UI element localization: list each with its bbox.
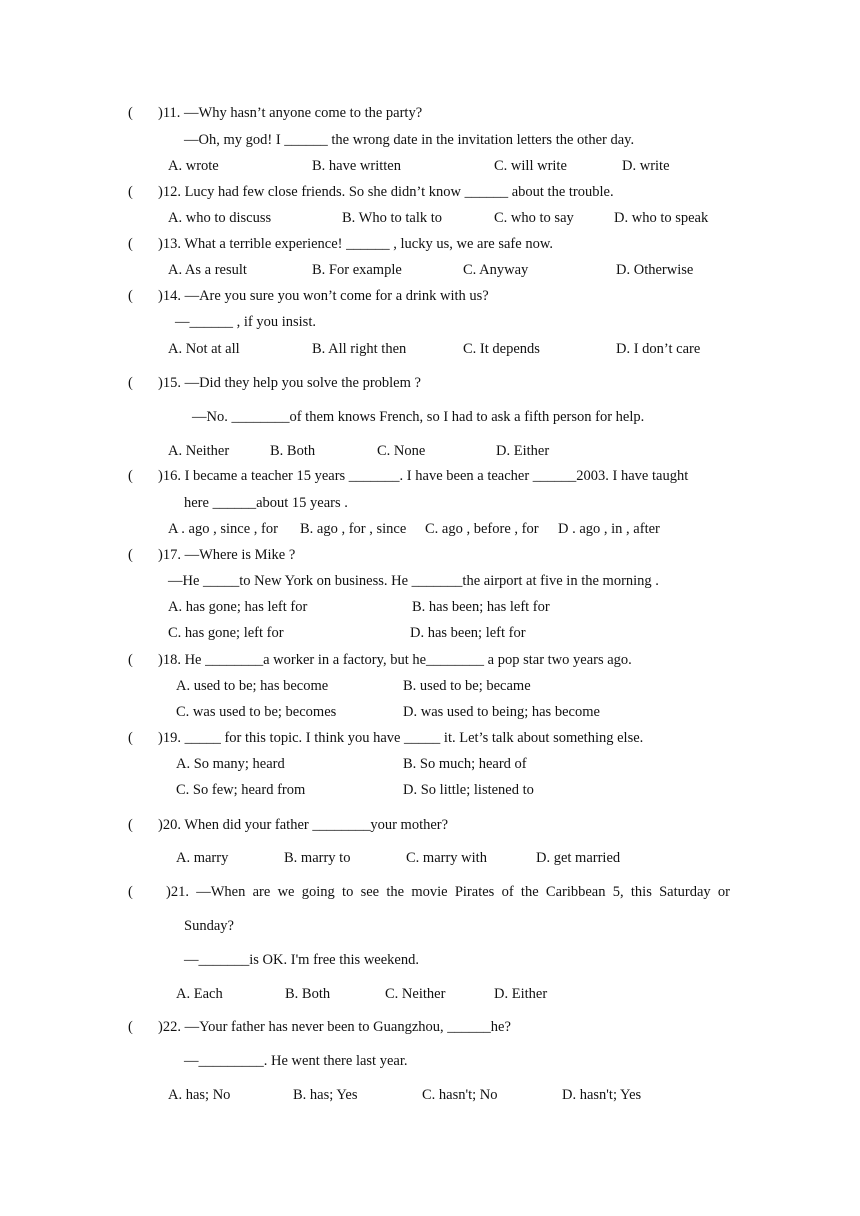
option-a: A. marry: [176, 850, 229, 866]
answer-paren: (: [128, 1019, 133, 1035]
option-c: C. marry with: [406, 850, 487, 866]
answer-paren: (: [128, 547, 133, 563]
option-b: B. has; Yes: [293, 1087, 358, 1103]
option-a: A. Neither: [168, 443, 230, 459]
option-b: B. have written: [312, 158, 401, 174]
question-stem: )18. He ________a worker in a factory, but he________ a pop star two years ago.: [158, 652, 632, 668]
answer-paren: (: [128, 468, 133, 484]
option-d: D. was used to being; has become: [403, 704, 600, 720]
answer-paren: (: [128, 105, 133, 121]
option-b: B. used to be; became: [403, 678, 531, 694]
answer-paren: (: [128, 884, 133, 900]
option-d: D. hasn't; Yes: [562, 1087, 642, 1103]
question-line: —No. ________of them knows French, so I had to ask a fifth person for help.: [192, 409, 645, 425]
question-stem: )22. —Your father has never been to Guangzhou, ______he?: [158, 1019, 511, 1035]
option-a: A. who to discuss: [168, 210, 272, 226]
option-a: A. Not at all: [168, 341, 240, 357]
question-stem: )16. I became a teacher 15 years _______. I have been a teacher ______2003. I have taught: [158, 468, 689, 484]
option-d: D. Either: [496, 443, 550, 459]
answer-paren: (: [128, 288, 133, 304]
answer-paren: (: [128, 730, 133, 746]
option-c: C. ago , before , for: [425, 521, 539, 537]
option-a: A. has gone; has left for: [168, 599, 308, 615]
question-stem: )11. —Why hasn’t anyone come to the party?: [158, 105, 423, 121]
option-c: C. Neither: [385, 986, 446, 1002]
question-stem: )17. —Where is Mike ?: [158, 547, 296, 563]
question-line: —_______is OK. I'm free this weekend.: [184, 952, 419, 968]
option-c: C. will write: [494, 158, 567, 174]
option-b: B. Who to talk to: [342, 210, 443, 226]
question-stem: )21. —When are we going to see the movie Pirates of the Caribbean 5, this Saturday or: [166, 884, 730, 900]
option-b: B. Both: [270, 443, 316, 459]
option-b: B. Both: [285, 986, 331, 1002]
option-c: C. None: [377, 443, 426, 459]
option-b: B. ago , for , since: [300, 521, 407, 537]
question-stem: )20. When did your father ________your mother?: [158, 817, 449, 833]
option-c: C. It depends: [463, 341, 540, 357]
option-a: A. used to be; has become: [176, 678, 329, 694]
question-line: —He _____to New York on business. He _______the airport at five in the morning .: [168, 573, 659, 589]
question-line: here ______about 15 years .: [184, 495, 348, 511]
question-stem: )13. What a terrible experience! ______ , lucky us, we are safe now.: [158, 236, 553, 252]
option-c: C. who to say: [494, 210, 574, 226]
option-b: B. For example: [312, 262, 402, 278]
option-a: A. wrote: [168, 158, 219, 174]
option-a: A. Each: [176, 986, 223, 1002]
answer-paren: (: [128, 375, 133, 391]
option-b: B. All right then: [312, 341, 407, 357]
question-stem: )14. —Are you sure you won’t come for a drink with us?: [158, 288, 489, 304]
option-a: A. As a result: [168, 262, 247, 278]
option-b: B. So much; heard of: [403, 756, 527, 772]
option-d: D . ago , in , after: [558, 521, 660, 537]
option-a: A . ago , since , for: [168, 521, 278, 537]
option-c: C. So few; heard from: [176, 782, 306, 798]
question-stem: )19. _____ for this topic. I think you have _____ it. Let’s talk about something else.: [158, 730, 644, 746]
option-a: A. has; No: [168, 1087, 231, 1103]
option-d: D. Either: [494, 986, 548, 1002]
question-stem: )12. Lucy had few close friends. So she didn’t know ______ about the trouble.: [158, 184, 614, 200]
answer-paren: (: [128, 817, 133, 833]
option-d: D. has been; left for: [410, 625, 526, 641]
question-line: Sunday?: [184, 918, 234, 934]
option-c: C. has gone; left for: [168, 625, 284, 641]
option-d: D. get married: [536, 850, 621, 866]
option-d: D. Otherwise: [616, 262, 694, 278]
question-stem: )15. —Did they help you solve the problem ?: [158, 375, 421, 391]
answer-paren: (: [128, 184, 133, 200]
option-a: A. So many; heard: [176, 756, 285, 772]
answer-paren: (: [128, 652, 133, 668]
option-c: C. Anyway: [463, 262, 529, 278]
option-d: D. who to speak: [614, 210, 709, 226]
question-line: —______ , if you insist.: [175, 314, 316, 330]
question-line: —_________. He went there last year.: [184, 1053, 408, 1069]
option-b: B. has been; has left for: [412, 599, 550, 615]
option-d: D. write: [622, 158, 670, 174]
option-d: D. So little; listened to: [403, 782, 534, 798]
option-c: C. was used to be; becomes: [176, 704, 337, 720]
answer-paren: (: [128, 236, 133, 252]
question-line: —Oh, my god! I ______ the wrong date in the invitation letters the other day.: [184, 132, 635, 148]
option-c: C. hasn't; No: [422, 1087, 498, 1103]
option-b: B. marry to: [284, 850, 351, 866]
option-d: D. I don’t care: [616, 341, 701, 357]
